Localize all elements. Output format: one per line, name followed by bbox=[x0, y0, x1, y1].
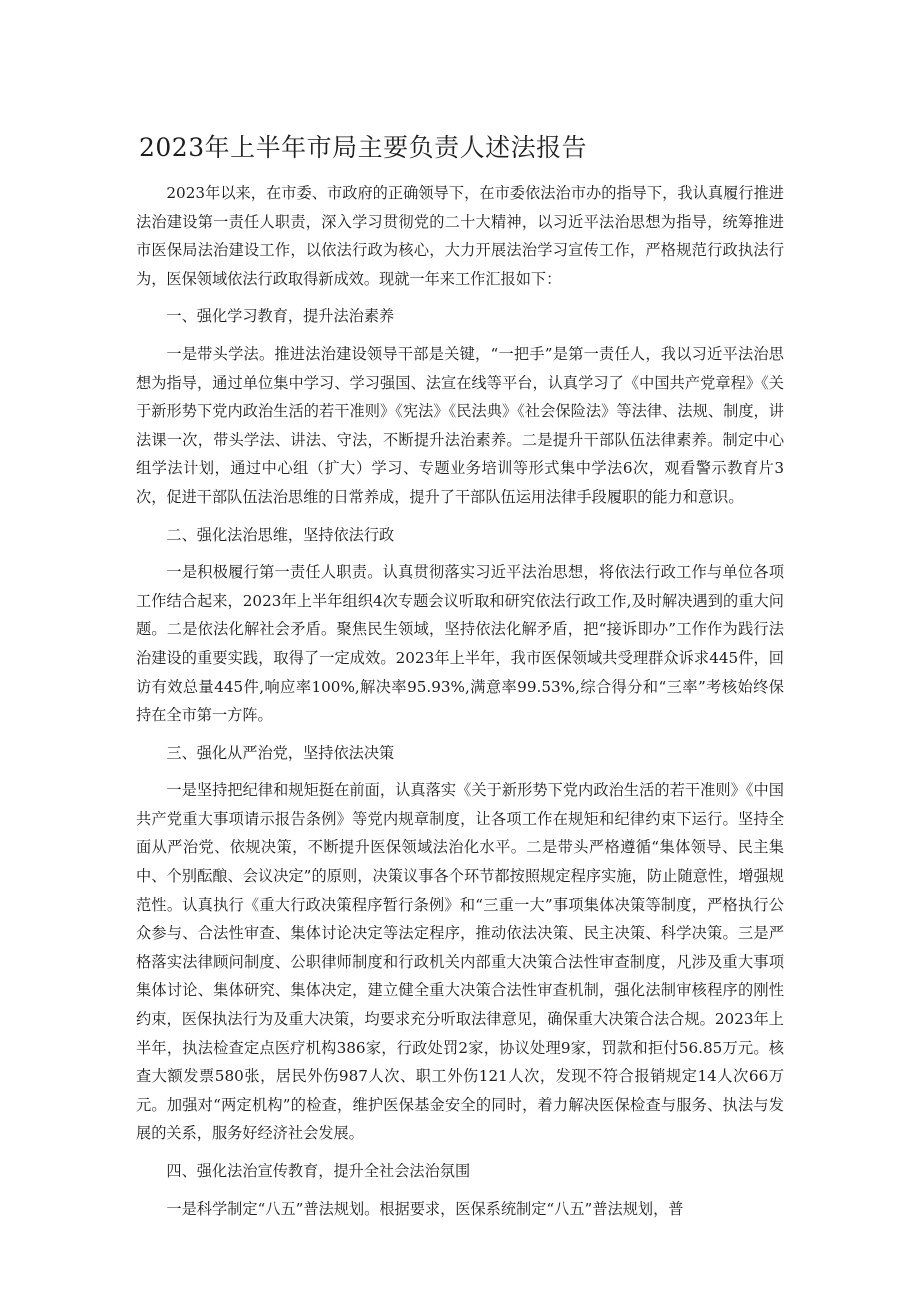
section-heading-1: 一、强化学习教育，提升法治素养 bbox=[166, 307, 395, 326]
intro-paragraph: 2023年以来，在市委、市政府的正确领导下，在市委依法治市办的指导下，我认真履行推进法治建设第一责任人职责，深入学习贯彻党的二十大精神，以习近平法治思想为指导，统筹推进市医保局法治建设工作，以依法行政为核心，大力开展法治学习宣传工作，严格规范行政执法行为，医保领域依法行政取得新成效。现就一年来工作汇报如下： bbox=[136, 184, 784, 288]
document-title: 2023年上半年市局主要负责人述法报告 bbox=[139, 133, 588, 162]
document-body bbox=[136, 179, 784, 1232]
section-heading-2: 二、强化法治思维，坚持依法行政 bbox=[166, 525, 395, 544]
section-body-1: 一是带头学法。推进法治建设领导干部是关键，“一把手”是第一责任人，我以习近平法治思想为指导，通过单位集中学习、学习强国、法宣在线等平台，认真学习了《中国共产党章程》《关于新形势下党内政治生活的若干准则》《宪法》《民法典》《社会保险法》等法律、法规、制度，讲法课一次，带头学法、讲法、守法，不断提升法治素养。二是提升干部队伍法律素养。制定中心组学法计划，通过中心组（扩大）学习、专题业务培训等形式集中学法6次，观看警示教育片3次，促进干部队伍法治思维的日常养成，提升了干部队伍运用法律手段履职的能力和意识。 bbox=[136, 344, 784, 506]
section-heading-4: 四、强化法治宣传教育，提升全社会法治氛围 bbox=[166, 1162, 471, 1180]
section-body-4: 一是科学制定“八五”普法规划。根据要求，医保系统制定“八五”普法规划，普 bbox=[166, 1199, 684, 1218]
section-body-2: 一是积极履行第一责任人职责。认真贯彻落实习近平法治思想，将依法行政工作与单位各项工作结合起来，2023年上半年组织4次专题会议听取和研究依法行政工作,及时解决遇到的重大问题。二是依法化解社会矛盾。聚焦民生领域，坚持依法化解矛盾，把“接诉即办”工作作为践行法治建设的重要实践，取得了一定成效。2023年上半年，我市医保领域共受理群众诉求445件，回访有效总量445件,响应率100%,解决率95.93%,满意率99.53%,综合得分和“三率”考核始终保持在全市第一方阵。 bbox=[136, 563, 784, 725]
section-heading-3: 三、强化从严治党，坚持依法决策 bbox=[166, 743, 395, 762]
section-body-3: 一是坚持把纪律和规矩挺在前面，认真落实《关于新形势下党内政治生活的若干准则》《中国共产党重大事项请示报告条例》等党内规章制度，让各项工作在规矩和纪律约束下运行。坚持全面从严治党、依规决策，不断提升医保领域法治化水平。二是带头严格遵循“集体领导、民主集中、个别酝酿、会议决定”的原则，决策议事各个环节都按照规定程序实施，防止随意性，增强规范性。认真执行《重大行政决策程序暂行条例》和“三重一大”事项集体决策等制度，严格执行公众参与、合法性审查、集体讨论决定等法定程序，推动依法决策、民主决策、科学决策。三是严格落实法律顾问制度、公职律师制度和行政机关内部重大决策合法性审查制度，凡涉及重大事项集体讨论、集体研究、集体决定，建立健全重大决策合法性审查机制，强化法制审核程序的刚性约束，医保执法行为及重大决策，均要求充分听取法律意见，确保重大决策合法合规。2023年上半年，执法检查定点医疗机构386家，行政处罚2家，协议处理9家，罚款和拒付56.85万元。核查大额发票580张，居民外伤987人次、职工外伤121人次，发现不符合报销规定14人次66万元。加强对“两定机构”的检查，维护医保基金安全的同时，着力解决医保检查与服务、执法与发展的关系，服务好经济社会发展。 bbox=[136, 781, 784, 1143]
